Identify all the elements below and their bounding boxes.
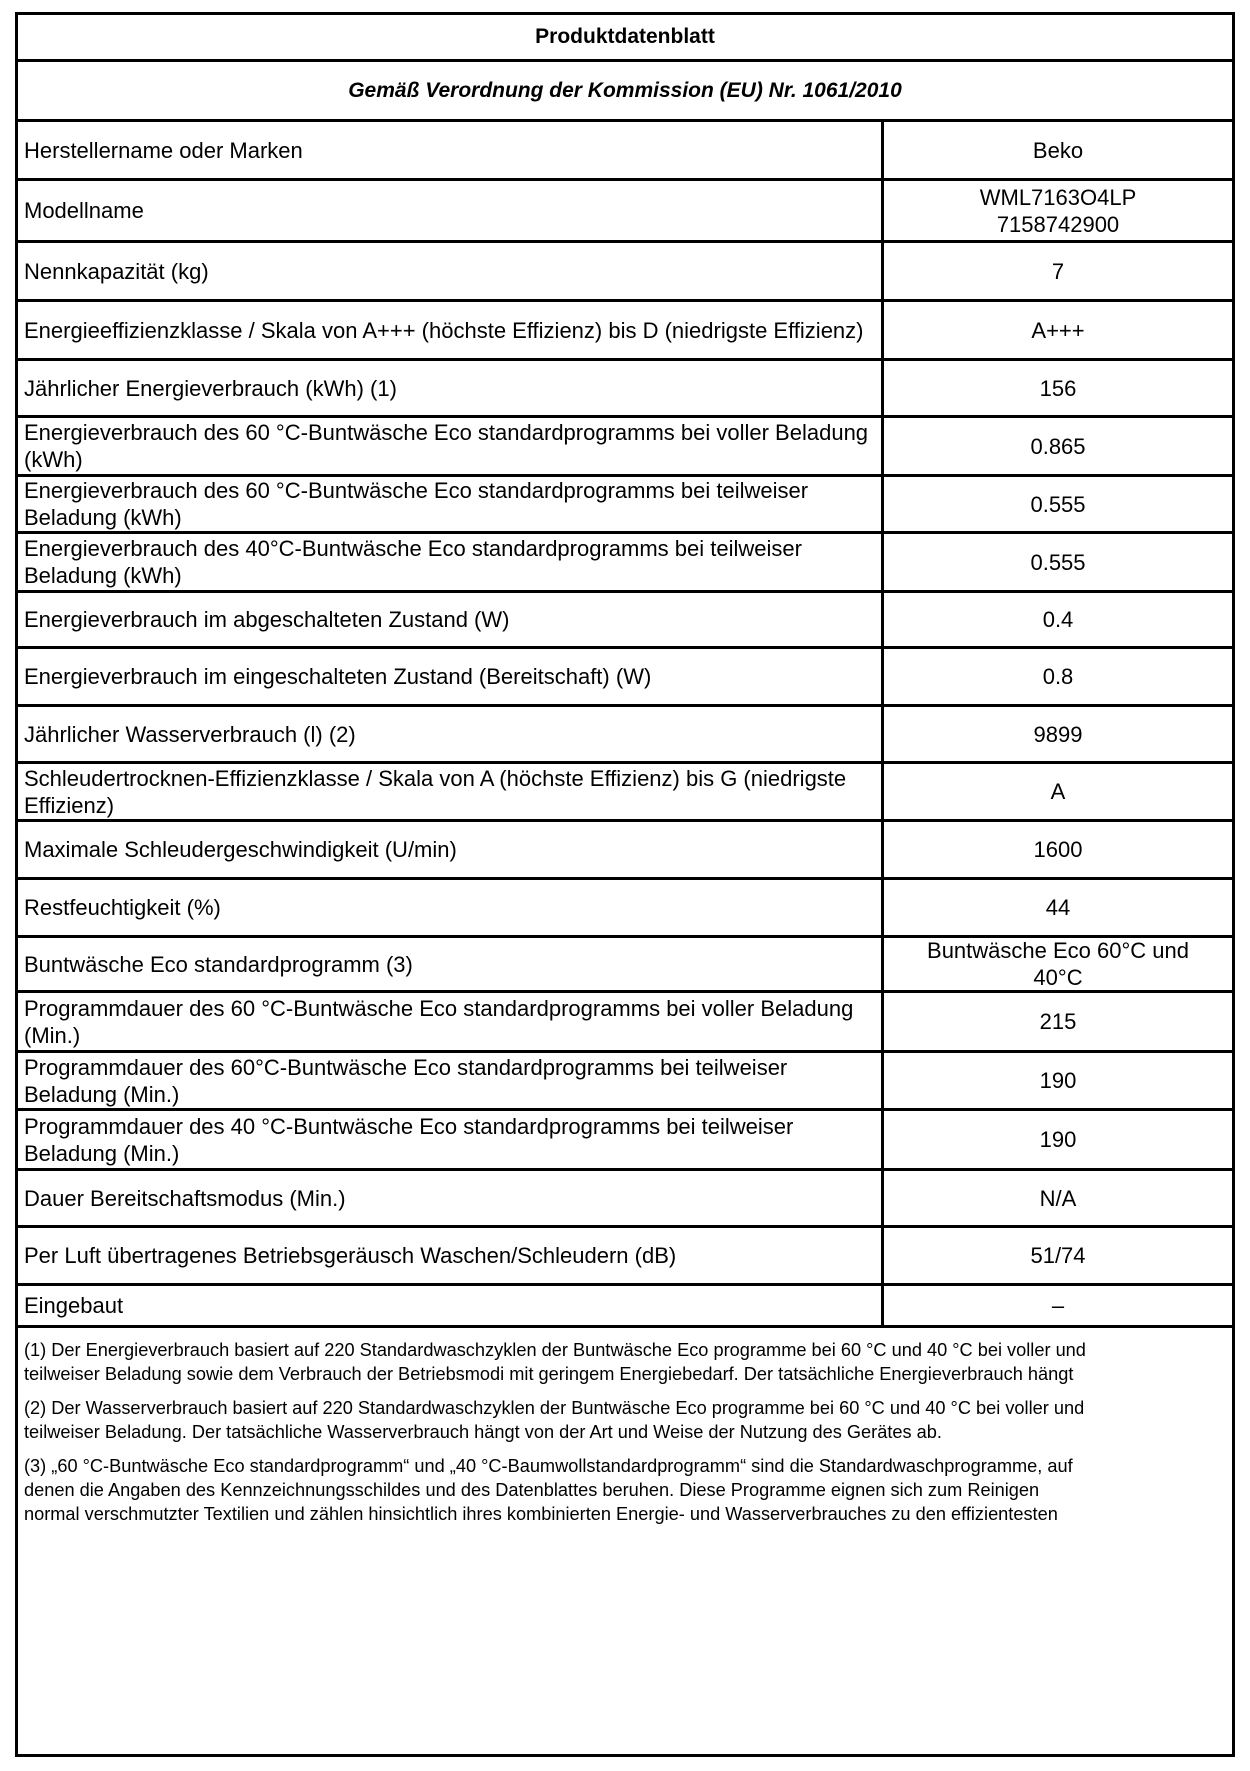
row-label: Schleudertrocknen-Effizienzklasse / Skala von A (höchste Effizienz) bis G (niedrigste Effizienz) bbox=[18, 764, 884, 819]
sheet-title: Produktdatenblatt bbox=[18, 15, 1232, 62]
row-value: 0.555 bbox=[1030, 549, 1086, 575]
row-label: Energieverbrauch des 60 °C-Buntwäsche Eco standardprogramms bei voller Beladung (kWh) bbox=[18, 418, 884, 474]
row-label: Energieeffizienzklasse / Skala von A+++ (höchste Effizienz) bis D (niedrigste Effizienz) bbox=[18, 302, 884, 358]
row-label: Nennkapazität (kg) bbox=[18, 243, 884, 299]
table-row bbox=[18, 880, 1232, 938]
data-table bbox=[18, 122, 1232, 1328]
row-value: 44 bbox=[1045, 895, 1071, 920]
row-value: Buntwäsche Eco 60°C und 40°C bbox=[927, 938, 1189, 990]
row-value: Beko bbox=[1032, 137, 1084, 163]
row-label: Energieverbrauch des 40°C-Buntwäsche Eco standardprogramms bei teilweiser Beladung (kWh) bbox=[18, 534, 884, 590]
table-row bbox=[18, 649, 1232, 707]
row-value: – bbox=[1051, 1293, 1065, 1318]
table-row bbox=[18, 534, 1232, 593]
row-value: WML7163O4LP 7158742900 bbox=[979, 184, 1137, 237]
row-label: Per Luft übertragenes Betriebsgeräusch Waschen/Schleudern (dB) bbox=[18, 1228, 884, 1283]
table-row bbox=[18, 243, 1232, 302]
table-row bbox=[18, 181, 1232, 243]
footnote-line: (1) Der Energieverbrauch basiert auf 220 Standardwaschzyklen der Buntwäsche Eco programme bei 60 °C und 40 °C bei voller und bbox=[24, 1340, 1086, 1360]
row-label: Programmdauer des 60°C-Buntwäsche Eco standardprogramms bei teilweiser Beladung (Min.) bbox=[18, 1053, 884, 1108]
row-label: Energieverbrauch des 60 °C-Buntwäsche Eco standardprogramms bei teilweiser Beladung (kWh) bbox=[18, 477, 884, 531]
table-row bbox=[18, 361, 1232, 418]
footnote-1 bbox=[24, 1338, 1226, 1386]
row-value: A+++ bbox=[1031, 317, 1085, 343]
row-value: 156 bbox=[1039, 375, 1077, 401]
footnote-line: (2) Der Wasserverbrauch basiert auf 220 Standardwaschzyklen der Buntwäsche Eco programme bei 60 °C und 40 °C bei voller und bbox=[24, 1398, 1085, 1418]
row-value: 51/74 bbox=[1030, 1243, 1086, 1268]
row-label: Maximale Schleudergeschwindigkeit (U/min) bbox=[18, 822, 884, 877]
footnote-line: teilweiser Beladung sowie dem Verbrauch der Betriebsmodi mit geringem Energiebedarf. Der tatsächliche Energieverbrauch hängt bbox=[24, 1364, 1074, 1384]
table-row bbox=[18, 593, 1232, 649]
footnote-2 bbox=[24, 1396, 1226, 1444]
row-label: Programmdauer des 40 °C-Buntwäsche Eco standardprogramms bei teilweiser Beladung (Min.) bbox=[18, 1111, 884, 1168]
table-row bbox=[18, 1111, 1232, 1171]
table-row bbox=[18, 764, 1232, 822]
table-row bbox=[18, 707, 1232, 764]
row-label: Jährlicher Wasserverbrauch (l) (2) bbox=[18, 707, 884, 761]
row-label: Restfeuchtigkeit (%) bbox=[18, 880, 884, 935]
row-value: 190 bbox=[1039, 1068, 1077, 1093]
row-value: 190 bbox=[1039, 1127, 1077, 1152]
row-value: 215 bbox=[1039, 1009, 1077, 1034]
footnote-3 bbox=[24, 1454, 1226, 1526]
product-data-sheet bbox=[15, 12, 1235, 1757]
footnote-line: normal verschmutzter Textilien und zählen hinsichtlich ihres kombinierten Energie- und Wasserverbrauches zu den effizientesten bbox=[24, 1504, 1058, 1524]
table-row bbox=[18, 418, 1232, 477]
row-value: A bbox=[1050, 779, 1066, 804]
row-value: 7 bbox=[1051, 258, 1065, 284]
row-label: Buntwäsche Eco standardprogramm (3) bbox=[18, 938, 884, 990]
row-label: Herstellername oder Marken bbox=[18, 122, 884, 178]
table-row bbox=[18, 122, 1232, 181]
footnote-line: teilweiser Beladung. Der tatsächliche Wasserverbrauch hängt von der Art und Weise der Nutzung des Gerätes ab. bbox=[24, 1422, 942, 1442]
row-value: 0.4 bbox=[1042, 607, 1074, 632]
row-label: Dauer Bereitschaftsmodus (Min.) bbox=[18, 1171, 884, 1225]
table-row bbox=[18, 1228, 1232, 1286]
table-row bbox=[18, 822, 1232, 880]
row-label: Modellname bbox=[18, 181, 884, 240]
row-value: 0.865 bbox=[1030, 433, 1086, 459]
table-row bbox=[18, 477, 1232, 534]
row-label: Jährlicher Energieverbrauch (kWh) (1) bbox=[18, 361, 884, 415]
table-row bbox=[18, 993, 1232, 1053]
table-row bbox=[18, 1286, 1232, 1328]
row-value: N/A bbox=[1039, 1185, 1077, 1211]
row-value: 0.555 bbox=[1030, 491, 1086, 517]
row-label: Programmdauer des 60 °C-Buntwäsche Eco standardprogramms bei voller Beladung (Min.) bbox=[18, 993, 884, 1050]
table-row bbox=[18, 938, 1232, 993]
row-label: Energieverbrauch im eingeschalteten Zustand (Bereitschaft) (W) bbox=[18, 649, 884, 704]
table-row bbox=[18, 302, 1232, 361]
table-row bbox=[18, 1053, 1232, 1111]
footnote-line: denen die Angaben des Kennzeichnungsschildes und des Datenblattes beruhen. Diese Programme eignen sich zum Reinigen bbox=[24, 1480, 1040, 1500]
row-value: 9899 bbox=[1033, 721, 1083, 747]
regulation-subtitle: Gemäß Verordnung der Kommission (EU) Nr. 1061/2010 bbox=[18, 62, 1232, 122]
footnotes bbox=[18, 1328, 1232, 1526]
row-value: 1600 bbox=[1033, 837, 1083, 862]
footnote-line: (3) „60 °C-Buntwäsche Eco standardprogramm“ und „40 °C-Baumwollstandardprogramm“ sind die Standardwaschprogramme, auf bbox=[24, 1456, 1073, 1476]
row-label: Energieverbrauch im abgeschalteten Zustand (W) bbox=[18, 593, 884, 646]
row-value: 0.8 bbox=[1042, 664, 1074, 689]
table-row bbox=[18, 1171, 1232, 1228]
row-label: Eingebaut bbox=[18, 1286, 884, 1325]
